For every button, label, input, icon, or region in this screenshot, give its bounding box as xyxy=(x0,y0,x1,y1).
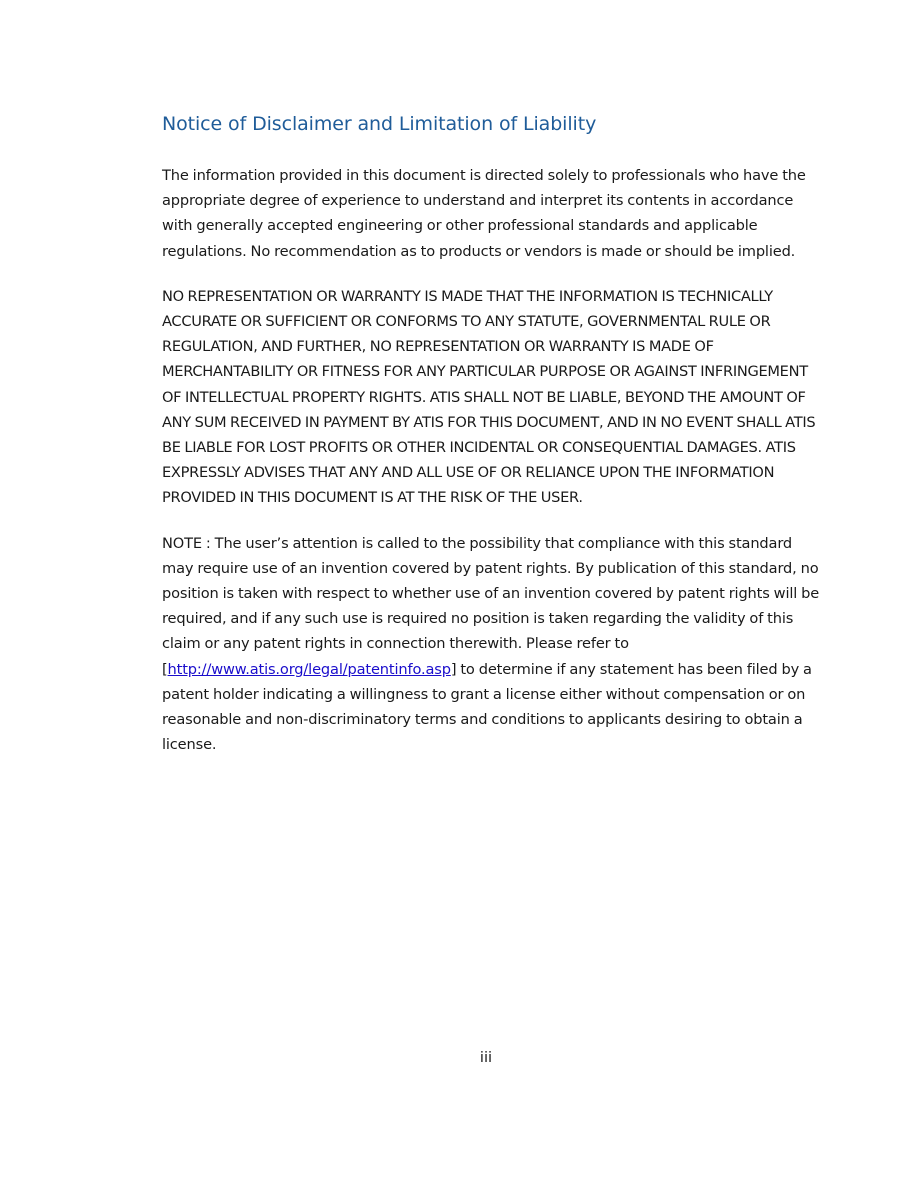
patent-note-text-end: ] to determine if any statement has been filed by a patent holder indicating a willingness to grant a license either without compensation or on reasonable and non-discriminatory terms and conditions to applicants desiring to obtain a license. xyxy=(162,660,812,754)
disclaimer-section xyxy=(162,108,822,757)
page-number: iii xyxy=(479,1049,493,1066)
patent-info-link[interactable]: http://www.atis.org/legal/patentinfo.asp xyxy=(167,660,451,678)
disclaimer-paragraph-warranty: NO REPRESENTATION OR WARRANTY IS MADE THAT THE INFORMATION IS TECHNICALLY ACCURATE OR SUFFICIENT OR CONFORMS TO ANY STATUTE, GOVERNMENTAL RULE OR REGULATION, AND FURTHER, NO REPRESENTATION OR WARRANTY IS MADE OF MERCHANTABILITY OR FITNESS FOR ANY PARTICULAR PURPOSE OR AGAINST INFRINGEMENT OF INTELLECTUAL PROPERTY RIGHTS. ATIS SHALL NOT BE LIABLE, BEYOND THE AMOUNT OF ANY SUM RECEIVED IN PAYMENT BY ATIS FOR THIS DOCUMENT, AND IN NO EVENT SHALL ATIS BE LIABLE FOR LOST PROFITS OR OTHER INCIDENTAL OR CONSEQUENTIAL DAMAGES. ATIS EXPRESSLY ADVISES THAT ANY AND ALL USE OF OR RELIANCE UPON THE INFORMATION PROVIDED IN THIS DOCUMENT IS AT THE RISK OF THE USER. xyxy=(162,287,816,507)
disclaimer-paragraph-audience: The information provided in this document is directed solely to professionals who have the appropriate degree of experience to understand and interpret its contents in accordance with generally accepted engineering or other professional standards and applicable regulations. No recommendation as to products or vendors is made or should be implied. xyxy=(162,167,806,260)
page-title: Notice of Disclaimer and Limitation of Liability xyxy=(162,113,597,135)
patent-note-paragraph xyxy=(162,531,822,758)
patent-note-text-start: NOTE : The user’s attention is called to the possibility that compliance with this standard may require use of an invention covered by patent rights. By publication of this standard, no position is taken with respect to whether use of an invention covered by patent rights will be required, and if any such use is required no position is taken regarding the validity of this claim or any patent rights in connection therewith. Please refer to [ xyxy=(162,534,820,678)
